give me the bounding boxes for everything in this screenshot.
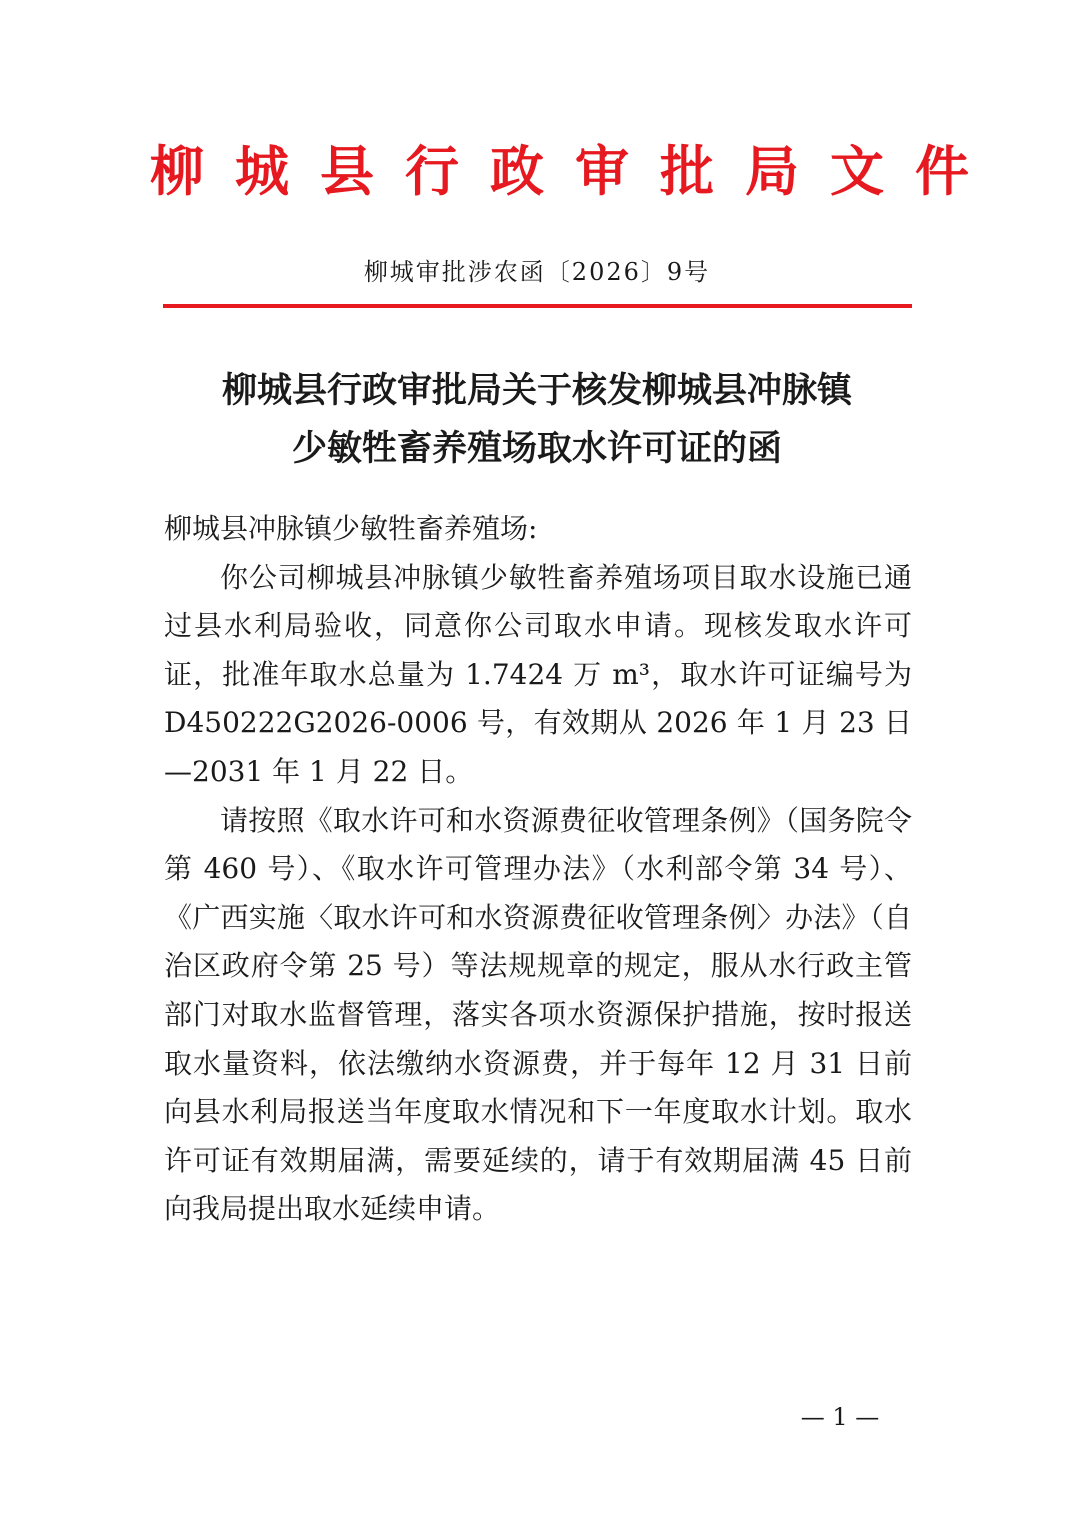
document-title-line-2: 少敏牲畜养殖场取水许可证的函 <box>291 429 782 469</box>
document-number: 柳城审批涉农函〔2026〕9号 <box>363 258 711 286</box>
body-paragraph-2: 请按照《取水许可和水资源费征收管理条例》（国务院令第 460 号）、《取水许可管理办法》（水利部令第 34 号）、《广西实施〈取水许可和水资源费征收管理条例〉办法》（自治区政府令第 25 号）等法规规章的规定，服从水行政主管部门对取水监督管理，落实各项水资源保护措施，按时报送取水量资料，依法缴纳水资源费，并于每年 12 月 31 日前向县水利局报送当年度取水情况和下一年度取水计划。取水许可证有效期届满，需要延续的，请于有效期届满 45 日前向我局提出取水延续申请。 <box>164 803 912 1226</box>
body-paragraph-1: 你公司柳城县冲脉镇少敏牲畜养殖场项目取水设施已通过县水利局验收，同意你公司取水申请。现核发取水许可证，批准年取水总量为 1.7424 万 m³，取水许可证编号为D450222G2026-0006 号，有效期从 2026 年 1 月 23 日—2031 年 1 月 22 日。 <box>164 560 912 788</box>
document-title <box>150 362 924 478</box>
red-separator-rule <box>163 304 912 308</box>
page-number: — 1 — <box>800 1403 880 1431</box>
document-title-line-1: 柳城县行政审批局关于核发柳城县冲脉镇 <box>221 371 852 411</box>
masthead-title: 柳城县行政审批局文件 <box>150 140 1000 203</box>
document-body <box>164 505 912 1234</box>
salutation: 柳城县冲脉镇少敏牲畜养殖场: <box>164 512 538 545</box>
